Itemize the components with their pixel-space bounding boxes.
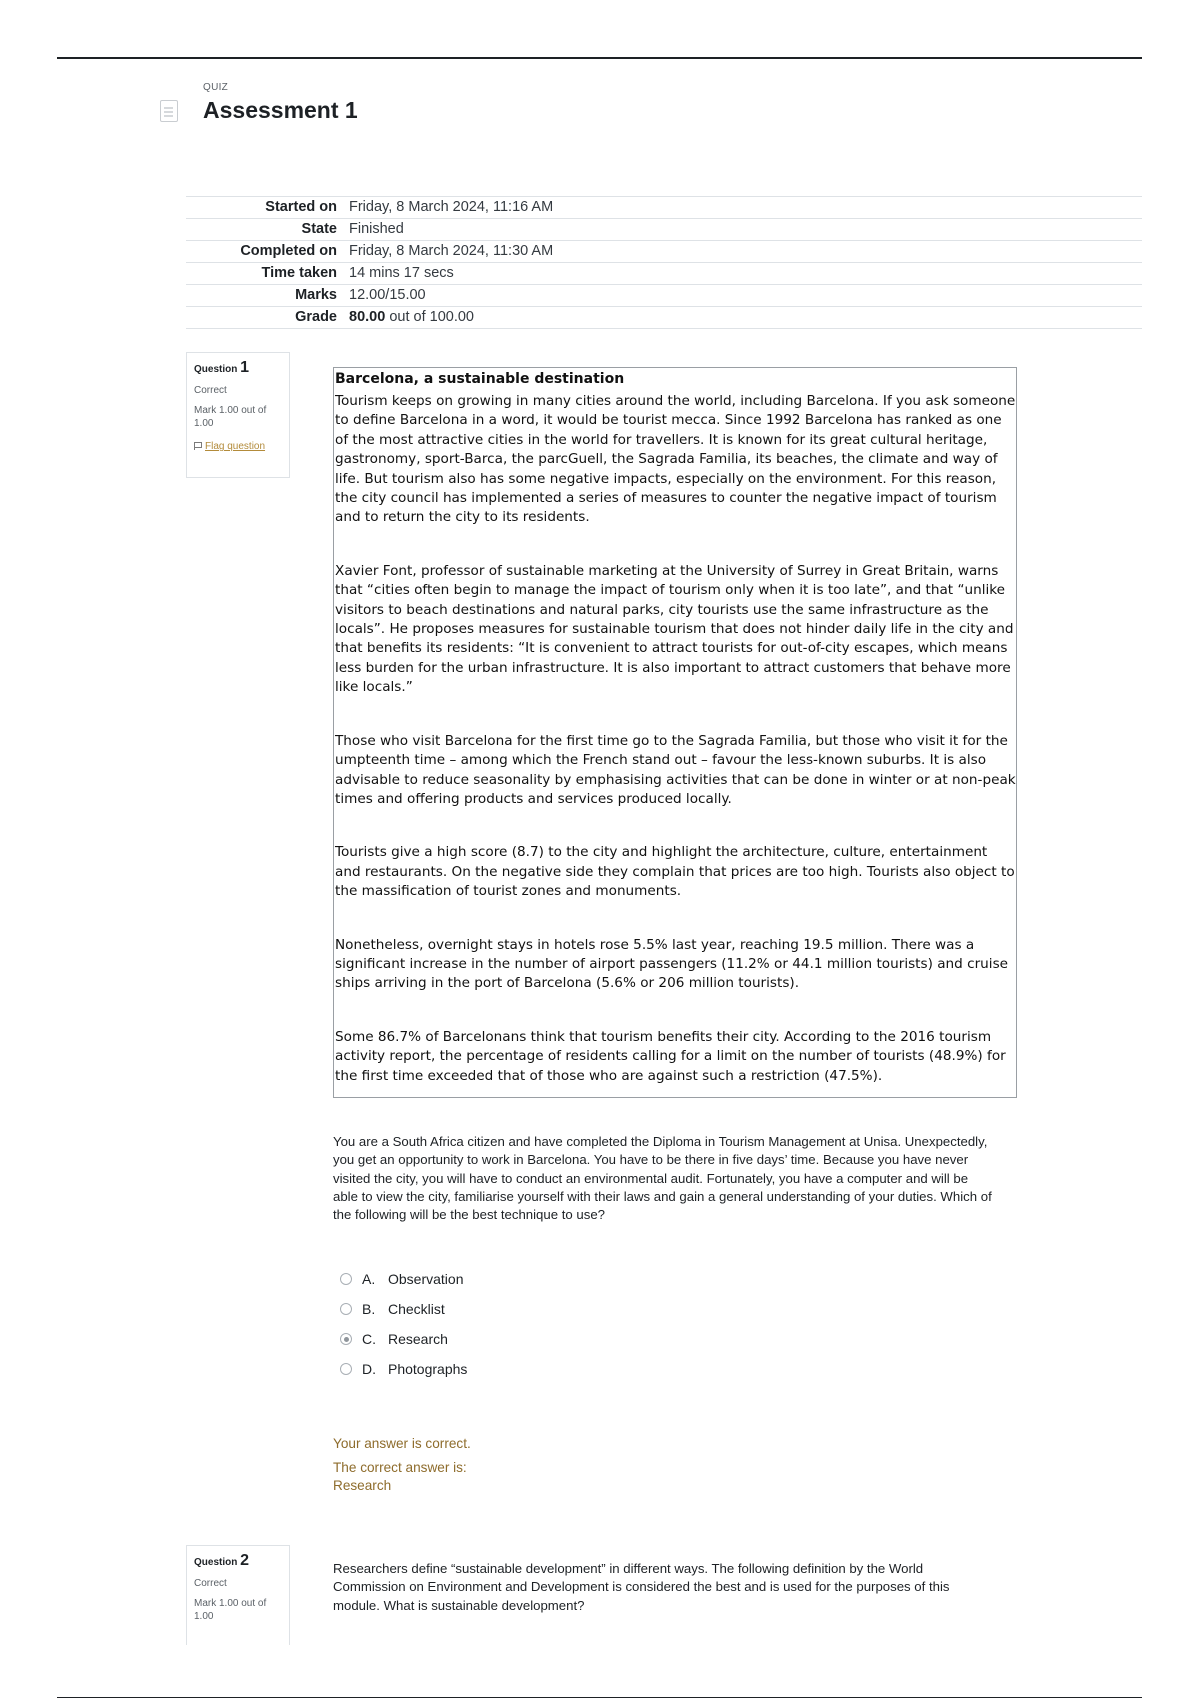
summary-key: State — [186, 219, 343, 241]
flag-icon — [194, 442, 202, 450]
question-state: Correct — [194, 385, 227, 396]
summary-value: Finished — [343, 219, 1142, 241]
question-grade: Mark 1.00 out of 1.00 — [194, 1598, 267, 1622]
answer-text: Checklist — [388, 1301, 445, 1317]
reading-paragraph: Tourists give a high score (8.7) to the city and highlight the architecture, culture, entertainment and restaurants. On the negative side they complain that prices are too high. Tourists also object to the massification of tourist zones and monuments. — [335, 844, 1015, 900]
question-2-text: Researchers define “sustainable development” in different ways. The following definition by the World Commission on Environment and Development is considered the best and is used for the purposes of this module. What is sustainable development? — [333, 1561, 950, 1613]
answer-option-c[interactable] — [340, 1324, 467, 1354]
summary-row-started — [186, 197, 1142, 219]
radio-button[interactable] — [340, 1273, 352, 1285]
question-2-info — [186, 1545, 290, 1645]
answer-letter: C. — [362, 1331, 376, 1347]
summary-row-completed — [186, 241, 1142, 263]
answer-letter: B. — [362, 1301, 376, 1317]
answer-letter: D. — [362, 1361, 376, 1377]
grade-value: 80.00 — [349, 309, 386, 325]
summary-key: Time taken — [186, 263, 343, 285]
question-1-info — [186, 352, 290, 478]
answer-text: Photographs — [388, 1361, 468, 1377]
answer-option-d[interactable] — [340, 1354, 467, 1384]
summary-key: Marks — [186, 285, 343, 307]
activity-type-label: QUIZ — [203, 82, 229, 93]
summary-value: Friday, 8 March 2024, 11:30 AM — [343, 241, 1142, 263]
question-number: Question 1 — [194, 359, 250, 376]
top-rule — [57, 57, 1142, 59]
summary-key: Grade — [186, 307, 343, 329]
reading-passage — [333, 367, 1017, 1098]
bottom-rule — [57, 1697, 1142, 1698]
answer-option-a[interactable] — [340, 1264, 467, 1294]
summary-key: Started on — [186, 197, 343, 219]
question-1-text: You are a South Africa citizen and have completed the Diploma in Tourism Management at Unisa. Unexpectedly, you get an opportunity to work in Barcelona. You have to be there in five days’ time. Because you have never visited the city, you will have to conduct an environmental audit. Fortunately, you have a computer and will be able to view the city, familiarise yourself with their laws and gain a general understanding of your duties. Which of the following will be the best technique to use? — [333, 1134, 992, 1223]
answer-text: Research — [388, 1331, 448, 1347]
reading-title: Barcelona, a sustainable destination — [335, 371, 625, 387]
reading-paragraph: Nonetheless, overnight stays in hotels rose 5.5% last year, reaching 19.5 million. There was a significant increase in the number of airport passengers (11.2% or 44.1 million tourists) and cruise ships arriving in the port of Barcelona (5.6% or 206 million tourists). — [335, 936, 1009, 992]
page-title: Assessment 1 — [203, 97, 358, 123]
summary-value — [343, 307, 1142, 329]
question-1-feedback — [333, 1435, 471, 1495]
summary-value: Friday, 8 March 2024, 11:16 AM — [343, 197, 1142, 219]
reading-paragraph: Some 86.7% of Barcelonans think that tourism benefits their city. According to the 2016 tourism activity report, the percentage of residents calling for a limit on the number of tourists (48.9%) for the first time exceeded that of those who are against such a restriction (47.5%). — [335, 1028, 1006, 1084]
answer-option-b[interactable] — [340, 1294, 467, 1324]
answer-text: Observation — [388, 1271, 464, 1287]
summary-value: 14 mins 17 secs — [343, 263, 1142, 285]
reading-paragraph: Those who visit Barcelona for the first time go to the Sagrada Familia, but those who visit it for the umpteenth time – among which the French stand out – favour the less-known suburbs. It is also advisable to reduce seasonality by emphasising activities that can be done in winter or at non-peak times and offering products and services produced locally. — [335, 732, 1016, 807]
summary-row-grade — [186, 307, 1142, 329]
question-grade: Mark 1.00 out of 1.00 — [194, 405, 267, 429]
correct-answer-value: Research — [333, 1478, 392, 1493]
correct-answer-label: The correct answer is: — [333, 1460, 467, 1475]
summary-value: 12.00/15.00 — [343, 285, 1142, 307]
feedback-text: Your answer is correct. — [333, 1436, 471, 1451]
answer-letter: A. — [362, 1271, 376, 1287]
summary-key: Completed on — [186, 241, 343, 263]
summary-row-marks — [186, 285, 1142, 307]
radio-button[interactable] — [340, 1303, 352, 1315]
document-icon — [160, 100, 178, 122]
reading-paragraph: Xavier Font, professor of sustainable marketing at the University of Surrey in Great Britain, warns that “cities often begin to manage the impact of tourism only when it is too late”, and that “unlike visitors to beach destinations and natural parks, city tourists use the same infrastructure as the locals”. He proposes measures for sustainable tourism that does not hinder daily life in the city and that benefits its residents: “It is convenient to attract tourists for out-of-city escapes, which means less burden for the urban infrastructure. It is also important to attract customers that behave more like locals.” — [335, 562, 1014, 696]
radio-button-selected[interactable] — [340, 1333, 352, 1345]
question-state: Correct — [194, 1578, 227, 1589]
answer-options — [340, 1264, 467, 1384]
summary-row-time-taken — [186, 263, 1142, 285]
radio-button[interactable] — [340, 1363, 352, 1375]
summary-row-state — [186, 219, 1142, 241]
attempt-summary-table — [186, 196, 1142, 329]
flag-question-link[interactable]: Flag question — [194, 440, 282, 453]
question-number: Question 2 — [194, 1552, 250, 1569]
reading-paragraph: Tourism keeps on growing in many cities around the world, including Barcelona. If you ask someone to define Barcelona in a word, it would be tourist mecca. Since 1992 Barcelona has ranked as one of the most attractive cities in the world for travellers. It is known for its great cultural heritage, gastronomy, sport-Barca, the parcGuell, the Sagrada Familia, its beaches, the climate and way of life. But tourism also has some negative impacts, especially on the environment. For this reason, the city council has implemented a series of measures to counter the negative impact of tourism and to return the city to its residents. — [335, 393, 1016, 526]
grade-suffix: out of 100.00 — [385, 309, 474, 325]
